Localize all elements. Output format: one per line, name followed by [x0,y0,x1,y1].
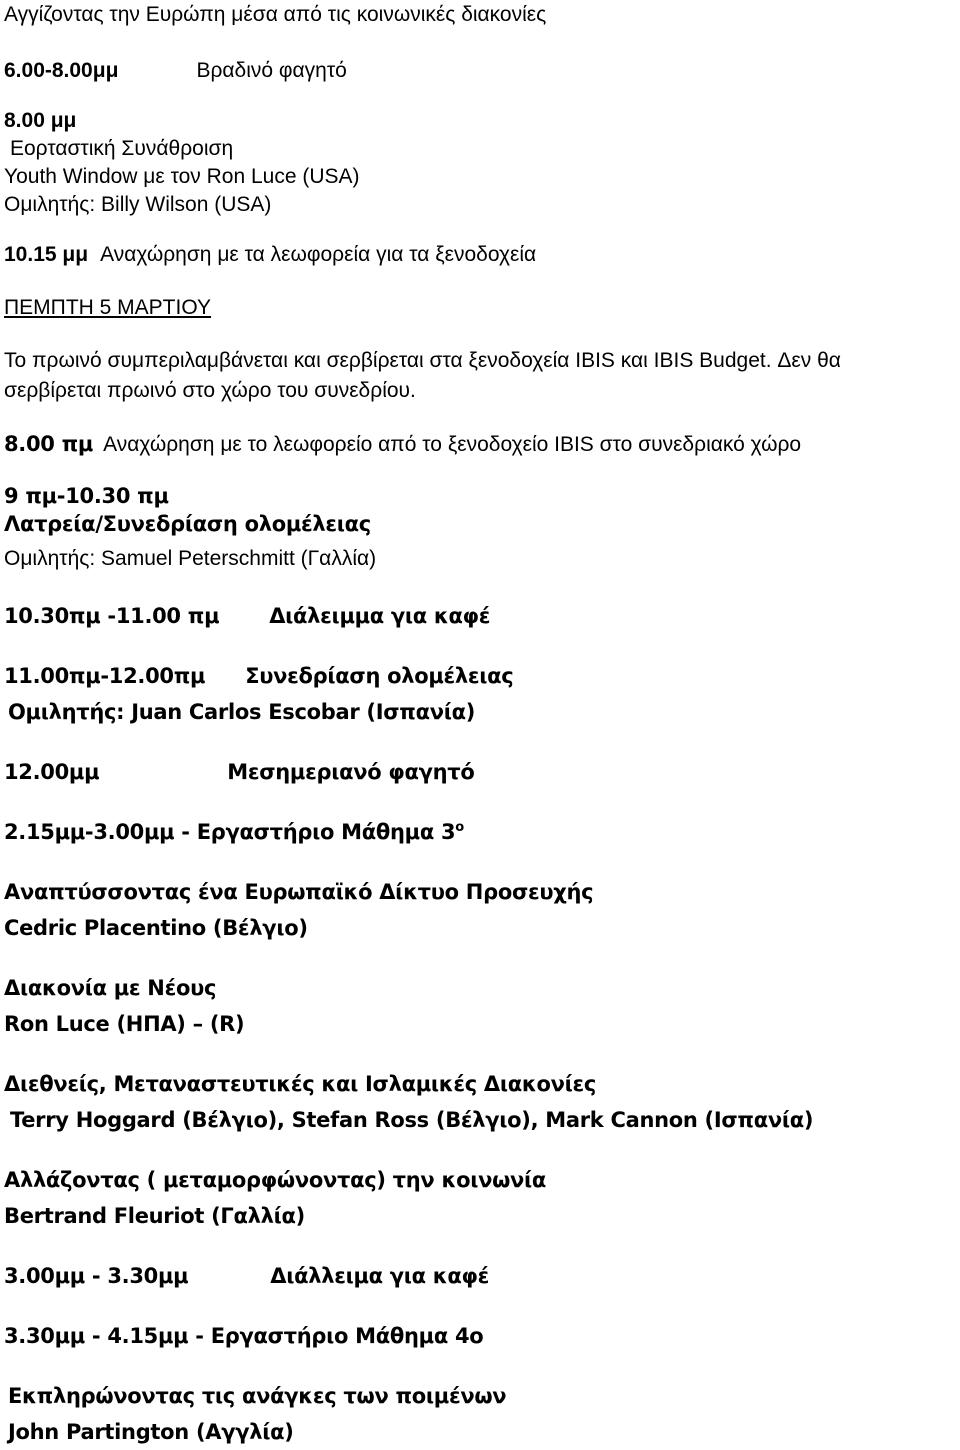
coffee-break-2-label: Διάλλειμα για καφέ [270,1264,490,1288]
lunch-label: Μεσημεριανό φαγητό [227,760,475,784]
departure-text: Αναχώρηση με τα λεωφορεία για τα ξενοδοχεία [100,243,537,266]
dinner-time: 6.00-8.00μμ [4,59,119,82]
intro-line: Αγγίζοντας την Ευρώπη μέσα από τις κοινωνικές διακονίες [4,3,547,26]
workshop-prayer-title: Αναπτύσσοντας ένα Ευρωπαϊκό Δίκτυο Προσευχής [4,880,594,904]
workshop-3-row [4,822,464,843]
day-heading: ΠΕΜΠΤΗ 5 ΜΑΡΤΙΟΥ [4,296,212,319]
worship-title: Λατρεία/Συνεδρίαση ολομέλειας [4,512,371,536]
workshop-3-text: 2.15μμ-3.00μμ - Εργαστήριο Μάθημα 3 [4,820,456,844]
coffee-break-1-time: 10.30πμ -11.00 πμ [4,604,220,628]
workshop-youth-title: Διακονία με Νέους [4,976,217,1000]
plenary-row [4,666,513,687]
plenary-label: Συνεδρίαση ολομέλειας [245,664,514,688]
dinner-label: Βραδινό φαγητό [196,59,347,82]
worship-time: 9 πμ-10.30 πμ [4,484,169,508]
breakfast-note-2: σερβίρεται πρωινό στο χώρο του συνεδρίου. [4,379,416,402]
departure-time: 10.15 μμ [4,243,89,266]
event-title: Εορταστική Συνάθροιση [10,137,234,160]
lunch-time: 12.00μμ [4,760,100,784]
workshop-3-ordinal: ο [455,820,464,835]
workshop-youth-speaker: Ron Luce (ΗΠΑ) – (R) [4,1012,245,1036]
workshop-4-row: 3.30μμ - 4.15μμ - Εργαστήριο Μάθημα 4ο [4,1324,484,1348]
event-speaker: Ομιλητής: Billy Wilson (USA) [4,193,272,216]
bus-row [4,434,801,455]
workshop-society-title: Αλλάζοντας ( μεταμορφώνοντας) την κοινωνία [4,1168,547,1192]
plenary-time: 11.00πμ-12.00πμ [4,664,206,688]
coffee-break-2 [4,1266,489,1287]
workshop-pastors-speaker: John Partington (Αγγλία) [8,1420,294,1444]
event-time-8pm: 8.00 μμ [4,109,77,132]
coffee-break-1 [4,606,490,627]
dinner-row [4,60,347,81]
event-youth-window: Youth Window με τον Ron Luce (USA) [4,165,360,188]
coffee-break-1-label: Διάλειμμα για καφέ [269,604,491,628]
departure-row [4,244,536,265]
bus-text: Αναχώρηση με το λεωφορείο από το ξενοδοχείο IBIS στο συνεδριακό χώρο [103,433,802,456]
plenary-speaker: Ομιλητής: Juan Carlos Escobar (Ισπανία) [8,700,476,724]
lunch-row [4,762,475,783]
worship-speaker: Ομιλητής: Samuel Peterschmitt (Γαλλία) [4,547,377,570]
workshop-prayer-speaker: Cedric Placentino (Βέλγιο) [4,916,308,940]
workshop-intl-title: Διεθνείς, Μεταναστευτικές και Ισλαμικές Διακονίες [4,1072,597,1096]
breakfast-note-1: Το πρωινό συμπεριλαμβάνεται και σερβίρεται στα ξενοδοχεία IBIS και IBIS Budget. Δεν θα [4,349,841,372]
coffee-break-2-time: 3.00μμ - 3.30μμ [4,1264,189,1288]
bus-time: 8.00 πμ [4,432,94,456]
workshop-pastors-title: Εκπληρώνοντας τις ανάγκες των ποιμένων [8,1384,507,1408]
workshop-intl-speakers: Terry Hoggard (Βέλγιο), Stefan Ross (Βέλγιο), Mark Cannon (Ισπανία) [10,1108,814,1132]
workshop-society-speaker: Bertrand Fleuriot (Γαλλία) [4,1204,305,1228]
